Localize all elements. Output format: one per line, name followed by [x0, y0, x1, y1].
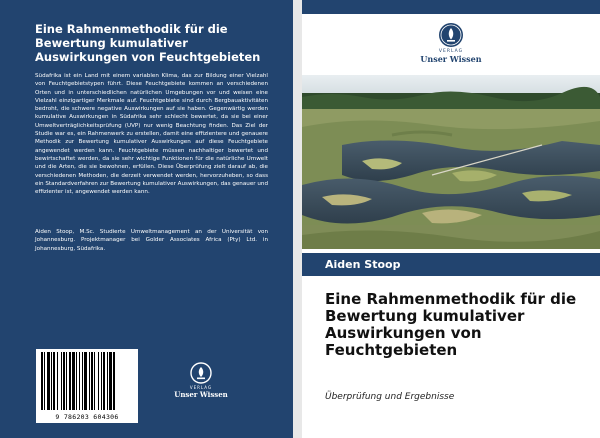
back-cover-title: Eine Rahmenmethodik für die Bewertung kumulativer Auswirkungen von Feuchtgebieten	[35, 22, 261, 64]
isbn-barcode	[36, 349, 138, 423]
lamp-emblem-icon	[438, 22, 464, 48]
author-band	[302, 253, 600, 276]
spine	[293, 0, 302, 438]
barcode-bars	[39, 352, 135, 410]
front-subtitle: Überprüfung und Ergebnisse	[325, 392, 455, 402]
publisher-logo-back	[168, 362, 234, 399]
publisher-name: Unser Wissen	[420, 54, 482, 64]
publisher-verlag-label: VERLAG	[438, 49, 464, 54]
front-top-band	[302, 0, 600, 14]
back-cover-blurb: Südafrika ist ein Land mit einem variablen Klima, das zur Bildung einer Vielzahl von Feuchtgebietstypen führt. Diese Feuchtgebiete kommen an verschiedenen Orten und in unterschiedlichen natürlichen Umgebungen vor und weisen eine Vielzahl einzigartiger Merkmale auf. Feuchtgebiete sind durch Bergbauaktivitäten bedroht, die schwere negative Auswirkungen auf sie haben. Gegenwärtig werden kumulative Auswirkungen in Südafrika sehr schlecht bewertet, da sie bei einer Umweltverträglichkeitsprüfung (UVP) nur wenig Beachtung finden. Das Ziel der Studie war es, ein Rahmenwerk zu erstellen, damit eine effizientere und genauere Methodik zur Bewertung kumulativer Auswirkungen auf diese Feuchtgebiete angewendet werden kann. Feuchtgebiete müssen nachhaltiger bewertet und bewirtschaftet werden, da sie sehr wichtige Funktionen für die natürliche Umwelt und die Arten, die sie bewohnen, erfüllen. Diese Überprüfung zielt darauf ab, die verschiedenen Methoden, die derzeit verwendet werden, hervorzuheben, so dass ein Standardverfahren zur Bewertung kumulativer Auswirkungen, das genauer und effizienter ist, angewendet werden kann.	[35, 73, 268, 196]
publisher-verlag-label: VERLAG	[189, 385, 213, 390]
wetland-photo	[302, 75, 600, 249]
front-author-name: Aiden Stoop	[325, 258, 401, 271]
author-bio: Aiden Stoop, M.Sc. Studierte Umweltmanagement an der Universität von Johannesburg. Projektmanager bei Golder Associates Africa (Pty) Ltd. in Johannesburg, Südafrika.	[35, 229, 268, 252]
publisher-logo-front	[412, 22, 490, 64]
publisher-name: Unser Wissen	[174, 390, 228, 399]
lamp-emblem-icon	[190, 362, 212, 384]
front-title: Eine Rahmenmethodik für die Bewertung kumulativer Auswirkungen von Feuchtgebieten	[325, 290, 577, 359]
barcode-number: 9 786203 604306	[55, 413, 119, 421]
